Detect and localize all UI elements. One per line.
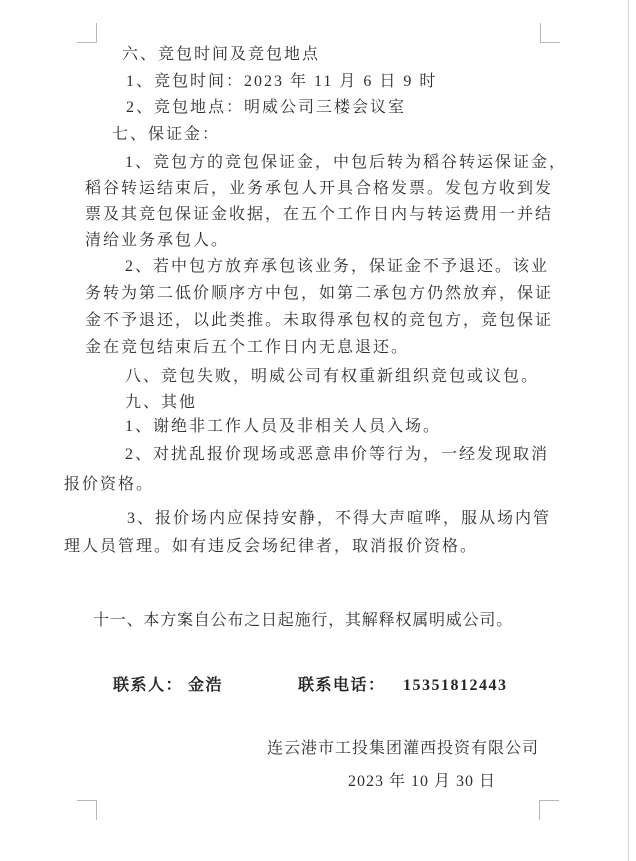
- text-line: 十一、本方案自公布之日起施行，其解释权属明威公司。: [93, 612, 514, 629]
- crop-mark-bottom-right: [539, 800, 559, 820]
- text-line: 稻谷转运结束后，业务承包人开具合格发票。发包方收到发: [85, 180, 554, 197]
- text-line: 报价资格。: [64, 476, 155, 493]
- text-line: 理人员管理。如有违反会场纪律者，取消报价资格。: [64, 538, 479, 555]
- text-line: 2、若中包方放弃承包该业务，保证金不予退还。该业: [125, 258, 550, 275]
- text-line: 1、竞包方的竞包保证金，中包后转为稻谷转运保证金，: [125, 154, 568, 171]
- contact-person-label: 联系人：: [113, 677, 184, 694]
- signature-company: 连云港市工投集团灌西投资有限公司: [267, 740, 540, 757]
- text-line: 2、竞包地点：明威公司三楼会议室: [126, 99, 407, 116]
- text-line: 金不予退还，以此类推。未取得承包权的竞包方，竞包保证: [85, 312, 554, 329]
- text-line: 九、其他: [125, 394, 198, 411]
- contact-phone-label: 联系电话：: [298, 677, 386, 694]
- text-line: 务转为第二低价顺序方中包，如第二承包方仍然放弃，保证: [85, 285, 554, 302]
- text-line: 八、竞包失败，明威公司有权重新组织竞包或议包。: [125, 368, 540, 385]
- crop-mark-top-right: [540, 23, 560, 43]
- text-line: 1、竞包时间：2023 年 11 月 6 日 9 时: [126, 73, 438, 90]
- text-line: 1、谢绝非工作人员及非相关人员入场。: [125, 418, 442, 435]
- text-line: 金在竞包结束后五个工作日内无息退还。: [85, 339, 410, 356]
- contact-person-name: 金浩: [188, 677, 224, 694]
- text-line: 六、竞包时间及竞包地点: [122, 46, 321, 63]
- signature-date: 2023 年 10 月 30 日: [348, 773, 497, 790]
- text-line: 2、对扰乱报价现场或恶意串价等行为，一经发现取消: [125, 446, 550, 463]
- crop-mark-top-left: [77, 23, 97, 43]
- contact-phone-number: 15351812443: [403, 677, 508, 694]
- page-right-edge: [628, 0, 629, 861]
- text-line: 七、保证金：: [112, 126, 221, 143]
- text-line: 清给业务承包人。: [85, 232, 230, 249]
- text-line: 票及其竞包保证金收据，在五个工作日内与转运费用一并结: [85, 206, 554, 223]
- text-line: 3、报价场内应保持安静，不得大声喧哗，服从场内管: [127, 510, 552, 527]
- crop-mark-bottom-left: [77, 800, 97, 820]
